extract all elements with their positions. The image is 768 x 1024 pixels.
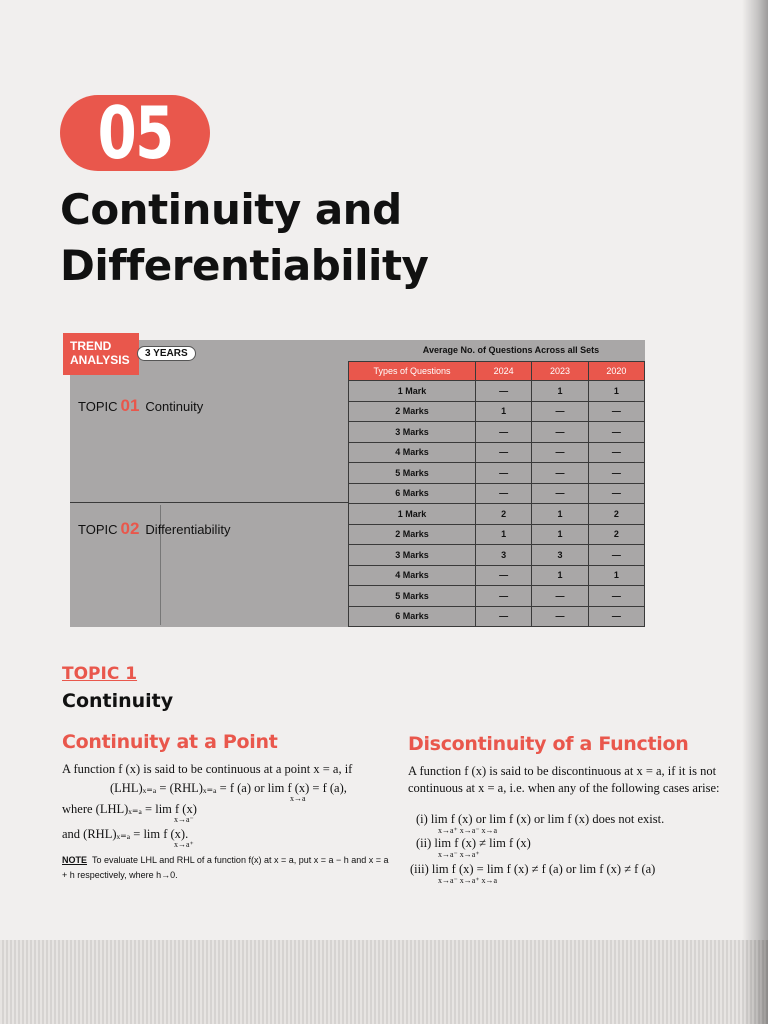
- topic-title: Continuity: [62, 690, 174, 712]
- count-cell: 1: [532, 504, 588, 525]
- table-row: [349, 442, 645, 463]
- trend-analysis-tag: [63, 333, 139, 375]
- table-row: [349, 606, 645, 627]
- question-type-cell: 5 Marks: [349, 463, 476, 484]
- table-row: [349, 504, 645, 525]
- continuity-eq1-sub: x→a: [290, 794, 306, 803]
- count-cell: —: [476, 442, 532, 463]
- question-type-cell: 3 Marks: [349, 545, 476, 566]
- table-title: Average No. of Questions Across all Sets: [422, 345, 600, 355]
- count-cell: —: [588, 586, 644, 607]
- question-type-cell: 3 Marks: [349, 422, 476, 443]
- count-cell: —: [476, 565, 532, 586]
- table-row: [349, 586, 645, 607]
- topic-divider: [70, 502, 348, 503]
- count-cell: —: [532, 401, 588, 422]
- count-cell: —: [532, 422, 588, 443]
- discontinuity-intro: A function f (x) is said to be discontinuous at x = a, if it is not continuous at x = a, i.e. when any of the following cases arise:: [408, 764, 720, 795]
- count-cell: 1: [476, 524, 532, 545]
- count-cell: —: [476, 606, 532, 627]
- trend-tag-line2: ANALYSIS: [70, 353, 130, 367]
- count-cell: —: [588, 483, 644, 504]
- case-1-sub: x→a⁺ x→a⁻ x→a: [438, 826, 498, 835]
- count-cell: —: [532, 483, 588, 504]
- count-cell: 1: [588, 565, 644, 586]
- topic-prefix: TOPIC: [78, 399, 118, 414]
- question-type-cell: 1 Mark: [349, 381, 476, 402]
- question-type-cell: 4 Marks: [349, 442, 476, 463]
- table-row: [349, 483, 645, 504]
- count-cell: —: [532, 606, 588, 627]
- topic-number: 02: [120, 519, 140, 538]
- chapter-title-line1: Continuity and: [60, 185, 402, 234]
- question-type-cell: 6 Marks: [349, 483, 476, 504]
- question-type-cell: 2 Marks: [349, 401, 476, 422]
- questions-table: [348, 361, 645, 627]
- count-cell: —: [588, 401, 644, 422]
- count-cell: 3: [476, 545, 532, 566]
- trend-topic-1: [78, 396, 203, 416]
- case-3: (iii) lim f (x) = lim f (x) ≠ f (a) or lim f (x) ≠ f (a): [410, 862, 656, 876]
- question-type-cell: 6 Marks: [349, 606, 476, 627]
- count-cell: 3: [532, 545, 588, 566]
- count-cell: —: [588, 463, 644, 484]
- continuity-eq1: (LHL)ₓ₌ₐ = (RHL)ₓ₌ₐ = f (a) or lim f (x) = f (a),: [110, 781, 347, 795]
- continuity-eq3: and (RHL)ₓ₌ₐ = lim f (x).: [62, 827, 189, 841]
- header-2020: 2020: [588, 362, 644, 381]
- count-cell: 1: [532, 565, 588, 586]
- count-cell: —: [476, 586, 532, 607]
- question-type-cell: 4 Marks: [349, 565, 476, 586]
- topic-number: 01: [120, 396, 140, 415]
- continuity-eq2-sub: x→a⁻: [174, 815, 194, 824]
- discontinuity-heading: Discontinuity of a Function: [408, 733, 689, 755]
- header-2024: 2024: [476, 362, 532, 381]
- count-cell: —: [532, 442, 588, 463]
- count-cell: 2: [588, 504, 644, 525]
- chapter-number: 05: [97, 91, 173, 175]
- table-row: [349, 422, 645, 443]
- count-cell: 1: [532, 381, 588, 402]
- table-row: [349, 545, 645, 566]
- count-cell: 2: [588, 524, 644, 545]
- table-header-row: [349, 362, 645, 381]
- topic-prefix: TOPIC: [78, 522, 118, 537]
- count-cell: 1: [588, 381, 644, 402]
- continuity-intro: A function f (x) is said to be continuous at a point x = a, if: [62, 762, 353, 776]
- count-cell: —: [532, 463, 588, 484]
- count-cell: 1: [476, 401, 532, 422]
- table-row: [349, 463, 645, 484]
- count-cell: 2: [476, 504, 532, 525]
- count-cell: —: [476, 422, 532, 443]
- count-cell: —: [476, 483, 532, 504]
- count-cell: —: [588, 442, 644, 463]
- count-cell: —: [532, 586, 588, 607]
- chapter-title-line2: Differentiability: [60, 241, 429, 290]
- table-body: [349, 381, 645, 627]
- continuity-eq3-sub: x→a⁺: [174, 840, 194, 849]
- table-row: [349, 524, 645, 545]
- chapter-title: [60, 182, 428, 294]
- note-text: To evaluate LHL and RHL of a function f(x) at x = a, put x = a − h and x = a + h respectively, where h→0.: [62, 855, 389, 880]
- continuity-heading: Continuity at a Point: [62, 731, 278, 753]
- table-row: [349, 381, 645, 402]
- question-type-cell: 1 Mark: [349, 504, 476, 525]
- count-cell: —: [476, 463, 532, 484]
- question-type-cell: 5 Marks: [349, 586, 476, 607]
- topic-label: TOPIC 1: [62, 664, 138, 684]
- case-3-sub: x→a⁻ x→a⁺ x→a: [438, 876, 498, 885]
- count-cell: —: [588, 606, 644, 627]
- note: [62, 853, 392, 883]
- scan-bottom-strip: [0, 940, 768, 1024]
- topic-name: Differentiability: [145, 522, 231, 537]
- count-cell: —: [476, 381, 532, 402]
- trend-topic-2: [78, 519, 230, 539]
- chapter-number-badge: [60, 91, 210, 175]
- header-2023: 2023: [532, 362, 588, 381]
- topic-name: Continuity: [145, 399, 204, 414]
- count-cell: 1: [532, 524, 588, 545]
- case-2-sub: x→a⁻ x→a⁺: [438, 850, 480, 859]
- question-type-cell: 2 Marks: [349, 524, 476, 545]
- header-question-type: Types of Questions: [349, 362, 476, 381]
- table-row: [349, 401, 645, 422]
- case-1: (i) lim f (x) or lim f (x) or lim f (x) does not exist.: [416, 812, 665, 826]
- page-edge-shadow: [742, 0, 768, 1024]
- case-2: (ii) lim f (x) ≠ lim f (x): [416, 836, 531, 850]
- count-cell: —: [588, 545, 644, 566]
- table-row: [349, 565, 645, 586]
- years-badge: 3 YEARS: [137, 346, 196, 361]
- note-tag: NOTE: [62, 855, 88, 865]
- continuity-eq2: where (LHL)ₓ₌ₐ = lim f (x): [62, 802, 197, 816]
- count-cell: —: [588, 422, 644, 443]
- trend-tag-line1: TREND: [70, 339, 112, 353]
